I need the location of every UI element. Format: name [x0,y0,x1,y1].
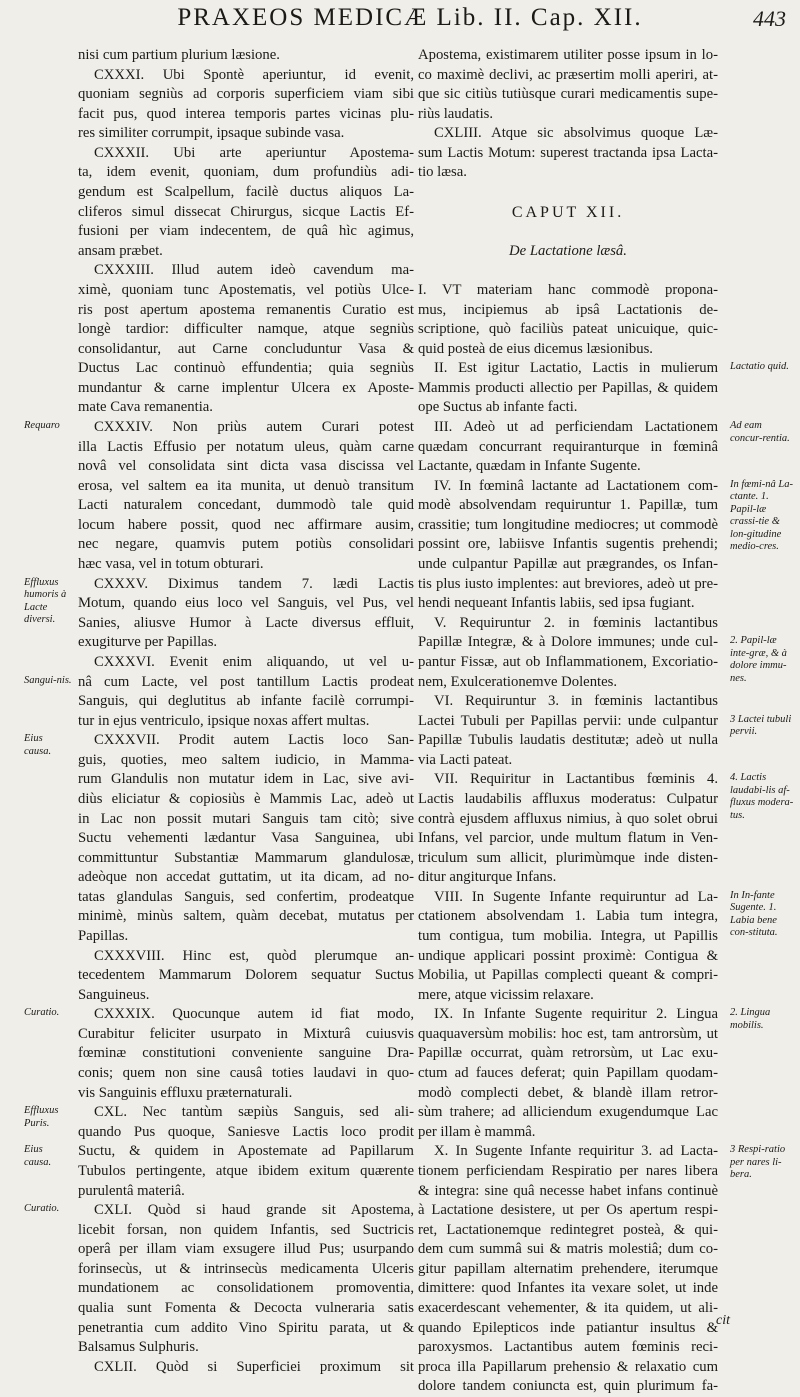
text-line: contrà ejusdem affluxus nimius, à quo solet obrui [418,810,718,827]
page-number: 443 [753,6,786,31]
text-line: dolore tandem coniuncta est, quin plurimum fa- [418,1378,718,1395]
text-line: guis, quoties, meo saltem iudicio, in Mamma- [78,751,414,768]
left-margin-note: Effluxus Puris. [24,1105,59,1129]
text-line: Balsamus Sulphuris. [78,1339,199,1356]
text-line: ansam præbet. [78,242,163,259]
text-line: mundationem ac consolidationem promoventia, [78,1280,414,1297]
text-line: mere, atque vicissim relaxare. [418,986,594,1003]
text-line: conis; quem non sine causâ toties laudavi in quo- [78,1065,414,1082]
right-margin-note: 3 Lactei tubuli pervii. [730,713,792,738]
left-margin-note: Eius causa. [24,1144,52,1168]
text-line: ta, idem evenit, quoniam, dum profundiùs adi- [78,164,414,181]
text-line: facit pus, quod interea temporis partes vicinas plu- [78,105,414,122]
left-margin-note: Curatio. [24,1203,60,1215]
text-line: Lacti naturalem concedant, dummodò tale quid [78,497,414,514]
text-line: possint ore, labiisve Infantis sugentis prehendi; [418,536,718,553]
text-line: quaquaversùm mobilis: hoc est, tam antrorsùm, ut [418,1025,718,1042]
text-line: ris post apertum apostema remanentis Curatio est [78,301,414,318]
right-margin-note: 2. Lingua mobilis. [730,1007,771,1031]
text-line: vis Sanguinis effluxu præternaturali. [78,1084,293,1101]
right-text-column [418,46,718,1397]
text-line: CXXXIX. Quocunque autem id fiat modo, [94,1006,414,1023]
text-line: tio læsa. [418,164,467,181]
page-header [0,4,800,40]
text-line: forinsecùs, ut & intrinsecùs medicamenta Ulceris [78,1260,414,1277]
text-line: paroxysmos. Lactantibus autem fœminis reci- [418,1339,718,1356]
text-line: Curabitur feliciter usurpato in Mixturâ cuiusvis [78,1025,414,1042]
text-line: unde culpantur Papillæ aut prægrandes, os Infan- [418,556,718,573]
text-line: CXXXIV. Non priùs autem Curari potest [94,418,414,435]
right-margin-note: Lactatio quid. [730,361,789,373]
text-line: VI. Requiruntur 3. in fœminis lactantibus [434,693,718,710]
text-line: Lactei Tubuli per Papillas pervii: unde culpantur [418,712,718,729]
text-line: VIII. In Sugente Infante requiruntur ad La- [434,888,718,905]
text-line: IX. In Infante Sugente requiritur 2. Lingua [434,1006,718,1023]
text-line: mundantur & carne implentur Ulcera ex Aposte- [78,379,414,396]
text-line: sum Lactis Motum: superest tractanda ipsa Lacta- [418,144,718,161]
text-line: operâ per illam viam exsugere illud Pus; usurpando [78,1241,414,1258]
text-line: nem, Exulcerationemve Dolentes. [418,673,618,690]
left-margin-note: Effluxus humoris à Lacte diversi. [24,576,67,626]
text-line: nec negare, quamvis putem potiùs consolidari [78,536,414,553]
right-margin-note: Ad eam concur-rentia. [730,420,790,444]
text-line [418,222,718,242]
text-line: ctum ad fauces deferat; quin Papillam quodam- [418,1065,718,1082]
text-line: fusioni per viam indecentem, de quâ hìc agimus, [78,223,414,240]
text-line: modò complecti debet, & blandè illam retror- [418,1084,718,1101]
text-line: Infans, vel parcior, unde multum flatum in Ven- [418,830,718,847]
text-line: & integra: sine quâ necesse habet infans continuè [418,1182,718,1199]
text-line: Motum, quando eius loco vel Sanguis, vel Pus, vel [78,595,414,612]
text-line: tatas glandulas Sanguis, sed confertim, prodeatque [78,888,414,905]
text-line: mate Cava remanentia. [78,399,213,416]
text-line: illa Lactis Effusio per notatum uleus, quàm carne [78,438,414,455]
text-line: via Lacti pateat. [418,751,513,768]
text-line: quid posteà de eius dicemus læsionibus. [418,340,653,357]
text-line: quædam concurrant requiranturque in fœminâ [418,438,718,455]
text-line: qualia sunt Fomenta & Decocta vulneraria satis [78,1300,414,1316]
text-line: sùm trahere; ad alliciendum exugendumque Lac [418,1104,718,1121]
text-line: nâ cum Lacte, vel post tantillum Lactis prodeat [78,673,414,690]
text-line: dimittere: quod Infantes ita vexare solet, ut inde [418,1280,718,1297]
text-line: hæc vasa, vel in totum obturari. [78,556,264,573]
text-line: IV. In fœminâ lactante ad Lactationem com- [434,477,718,494]
text-line: cliferos simul dissecat Chirurgus, sicque Lactis Ef- [78,203,414,220]
chapter-heading: CAPUT XII. [511,203,625,221]
text-line: longè tardior: difficulter namque, atque segniùs [78,321,414,338]
text-line: Mammis producti allectio per Papillas, & quidem [418,379,718,396]
text-line: CXXXIII. Illud autem ideò cavendum ma- [94,262,414,279]
text-line: triculum sum allicit, plurimùmque inde disten- [418,849,718,866]
text-line: Ductus Lac continuò effundentia; quia segniùs [78,360,414,377]
text-line: adeòque non accedat guttatim, ut ita dicam, ad no- [78,869,414,886]
text-line: locum habere possit, quod nec affirmare ausim, [78,516,414,533]
text-line: modè absolvendam requiruntur 1. Papillæ, tum [418,497,718,514]
text-line: III. Adeò ut ad perficiendam Lactationem [434,418,718,435]
text-line [418,183,718,203]
text-line: res similiter corrumpit, ipsaque subinde vasa. [78,125,345,142]
catchword: cit [716,1313,730,1328]
text-line: Papillæ Integræ, & à Dolore immunes; unde cul- [418,634,718,651]
text-line: Sanguis, qui deglutitus ab infante facilè corrumpi- [78,693,414,710]
text-line: minimè, minùs saltem, quàm decebat, mutatus per [78,908,414,925]
text-line: V. Requiruntur 2. in fœminis lactantibus [434,614,718,631]
running-title: PRAXEOS MEDICÆ Lib. II. Cap. XII. [177,4,643,31]
text-line: ctationem absolvendam 1. Labia tum integra, [418,908,718,925]
text-line: fœminæ constitutioni conveniente sanguine Dra- [78,1045,414,1062]
text-line: II. Est igitur Lactatio, Lactis in mulierum [434,360,718,377]
text-line: crassitie; tum longitudine mediocres; ut commodè [418,516,718,533]
text-line: penetrantia cum addito Vino Spiritu parata, ut & [78,1319,414,1336]
text-line: ximè, quoniam tunc Apostematis, vel potiùs Ulce- [78,281,414,298]
left-margin-note: Sangui-nis. [24,674,72,686]
text-line: tur in ejus ventriculo, ipsique noxas affert multas. [78,712,370,729]
text-line: gendum est Scalpellum, facilè ductus aliquos La- [78,184,414,201]
right-margin-note: In fœmi-nâ La-ctante. 1. Papil-læ crassi-tie & lon-gitudine medio-cres. [730,478,793,553]
text-line: X. In Sugente Infante requiritur 3. ad Lacta- [434,1143,718,1160]
text-line-dropcap: I. VT materiam hanc commodè propona- [418,281,718,298]
text-line: riùs laudatis. [418,105,494,122]
text-line: que sic citiùs tutiùsque curari medicamentis supe- [418,86,718,103]
text-line: tis plus iusto implentes: aut breviores, adeò ut pre- [418,575,718,592]
text-line: mus, incipiemus ab ipsâ Lactationis de- [418,301,718,318]
text-line: CXXXVI. Evenit enim aliquando, ut vel u- [94,653,414,670]
text-line: rum Glandulis non mutatur idem in Lac, sive avi- [78,771,414,788]
text-line: Apostema, existimarem utiliter posse ipsum in lo- [418,47,718,63]
text-line: committuntur Substantiæ Mammarum glandulosæ, [78,849,414,866]
text-line: ditur angiturque Infans. [418,869,557,886]
text-line: à Lactatione desistere, ut per Os apertum respi- [418,1202,718,1219]
text-line: Suctu vehementi lædantur Vasa Sanguinea, ubi [78,830,414,847]
text-line: per illam è mammâ. [418,1123,536,1140]
text-line: CXLII. Quòd si Superficiei proximum sit [94,1358,414,1375]
text-line: co maximè declivi, ac præsertim molli aperiri, at- [418,66,718,83]
text-line: pantur Fissæ, aut ob Inflammationem, Excoriatio- [418,653,718,670]
text-line: CXXXVII. Prodit autem Lactis loco San- [94,732,414,749]
text-line: scriptione, quò faciliùs pateat unicuique, quic- [418,321,718,338]
text-line: nisi cum partium plurium læsione. [78,47,280,63]
text-line [418,261,718,281]
text-line: Tubulos pertingente, atque ibidem exitum quærente [78,1162,414,1179]
text-line: tum contigua, tum mobilia. Integra, ut Papillis [418,928,718,945]
right-margin-note: 3 Respi-ratio per nares li-bera. [730,1144,786,1181]
text-line: Papillæ occurrat, quàm retrorsùm, ut Lac exu- [418,1045,718,1062]
text-line: quando Epilepticos inde patiantur insultus & [418,1319,718,1336]
text-line: Sanguineus. [78,986,150,1003]
left-margin-note: Curatio. [24,1007,60,1019]
text-line: Lactante, quædam in Infante Sugente. [418,458,641,475]
text-line: Papillas. [78,928,129,945]
text-line: CXL. Nec tantùm sæpiùs Sanguis, sed ali- [94,1104,414,1121]
left-text-column [78,46,414,1377]
text-line: Papillæ Tubulis laudatis destitutæ; adeò ut nulla [418,732,718,749]
left-margin-note: Eius causa. [24,733,52,757]
text-line: exacerdescant vehementer, & ita quidem, ut ali- [418,1300,718,1316]
text-line: CXXXI. Ubi Spontè aperiuntur, id evenit, [94,66,414,83]
text-line: CXLIII. Atque sic absolvimus quoque Læ- [434,125,718,142]
text-line: in Lac non possit mutari Sanguis tam citò; sive [78,810,414,827]
text-line: ret, Lactationemque redintegret posteà, & qui- [418,1221,718,1238]
text-line: CXXXVIII. Hinc est, quòd plerumque an- [94,947,414,964]
text-line: diùs eliciatur & copiosiùs è Mammis Lac, adeò ut [78,790,414,807]
text-line: licebit forsan, non quidem Infantis, sed Suctricis [78,1221,414,1238]
text-line: consolidantur, aut Carne concluduntur Vasa & [78,340,414,357]
text-line: Suctu, & quidem in Apostemate ad Papillarum [78,1143,414,1160]
text-line: Mobilia, ut Papillas complecti queant & compri- [418,967,718,984]
text-line: CXXXII. Ubi arte aperiuntur Apostema- [94,144,414,161]
text-line: quoniam segniùs ad corporis superficiem viam sibi [78,86,414,103]
text-line: tecedentem Mammarum Dolorem sequatur Suctus [78,967,414,984]
right-margin-note: 2. Papil-læ inte-græ, & à dolore immu-nes. [730,635,787,684]
chapter-subheading: De Lactatione læsâ. [509,242,627,259]
text-line: Lactis laudabilis affluxus moderatus: Culpatur [418,790,718,807]
text-line: Sanies, aliusve Humor à Lacte diversus effluit, [78,614,414,631]
text-line: undique applicari possint proximè: Contigua & [418,947,718,964]
text-line: exugiturve per Papillas. [78,634,218,651]
text-line: dem cum summâ sui & matris molestiâ; dum co- [418,1241,718,1258]
right-margin-note: 4. Lactis laudabi-lis af-fluxus modera-tus. [730,772,794,821]
text-line: CXXXV. Diximus tandem 7. lædi Lactis [94,575,414,592]
text-line: purulentâ materiâ. [78,1182,185,1199]
text-line: CXLI. Quòd si haud grande sit Apostema, [94,1202,414,1219]
right-margin-note: In In-fante Sugente. 1. Labia bene con-stituta. [730,889,778,939]
text-line: VII. Requiritur in Lactantibus fœminis 4. [434,771,718,788]
text-line: gitur papillam alternatim prehendere, iterumque [418,1260,718,1277]
text-line: hendi nequeant Infantis labiis, sed ipsa fugiant. [418,595,695,612]
text-line: ope Suctus ab infante facti. [418,399,578,416]
left-margin-note: Requaro [24,420,60,432]
text-line: novâ vel consolidata sint dicta vasa discissa vel [78,458,414,475]
text-line: erosa, vel saltem ea ita munita, ut denuò transitum [78,477,414,494]
text-line: quando Pus quoque, Saniesve Lactis loco prodit [78,1123,414,1140]
text-line: proca illa Papillarum prehensio & relaxatio cum [418,1358,718,1375]
text-line: tionem perficiendam Respiratio per nares libera [418,1162,718,1179]
